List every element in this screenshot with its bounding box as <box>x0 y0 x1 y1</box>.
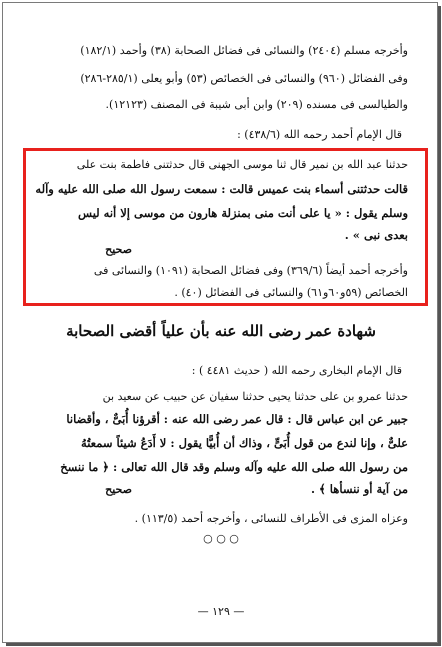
text-line: وعزاه المزى فى الأطراف للنسائى ، وأخرجه أحمد (١١٣/٥) . <box>134 512 408 525</box>
grading-label: صحيح <box>105 243 132 256</box>
text-line: والطيالسى فى مسنده (٢٠٩) وابن أبى شيبة فى المصنف (١٢١٢٣). <box>105 98 408 111</box>
box-text-line: وسلم يقول : « يا على أنت منى بمنزلة هارون من موسى إلا أنه ليس <box>78 206 408 220</box>
narration-intro: قال الإمام البخارى رحمه الله ( حديث ٤٤٨١ ) : <box>191 364 402 377</box>
text-line: وأخرجه مسلم (٢٤٠٤) والنسائى فى فضائل الصحابة (٣٨) وأحمد (١٨٢/١) <box>80 44 408 57</box>
text-line: علىٌّ ، وإنا لندع من قول أُبَىٍّ ، وذاك أن أُبيًّا يقول : لا أَدَعُ شيئاً سمعتُهُ <box>81 436 408 450</box>
box-text-line: الخصائص (٥٩و٦٠و٦١) والنسائى فى الفضائل (٤٠) . <box>174 286 408 299</box>
text-line: حدثنا عمرو بن على حدثنا يحيى حدثنا سفيان عن حبيب عن سعيد بن <box>102 390 408 403</box>
separator-dots: ○ ○ ○ <box>203 532 239 545</box>
box-text-line: حدثنا عبد الله بن نمير قال ثنا موسى الجهنى قال حدثتنى فاطمة بنت على <box>76 158 408 171</box>
box-text-line: قالت حدثتنى أسماء بنت عميس قالت : سمعت رسول الله صلى الله عليه وآله <box>35 182 408 196</box>
text-line: وفى الفضائل (٩٦٠) والنسائى فى الخصائص (٥٣) وأبو يعلى (٢٨٥/١-٢٨٦) <box>80 72 408 85</box>
box-text-line: بعدى نبى » . <box>344 228 408 242</box>
grading-label: صحيح <box>105 483 132 496</box>
narration-intro: قال الإمام أحمد رحمه الله (٤٣٨/٦) : <box>237 128 402 141</box>
page-shadow-bottom <box>6 643 441 646</box>
section-heading: شهادة عمر رضى الله عنه بأن علياً أقضى الصحابة <box>66 322 376 340</box>
box-text-line: وأخرجه أحمد أيضاً (٣٦٩/٦) وفى فضائل الصحابة (١٠٩١) والنسائى فى <box>93 264 408 277</box>
page-number: — ١٢٩ — <box>197 605 245 618</box>
page-shadow-right <box>438 6 441 644</box>
text-line: من آية أو ننسأها ﴾ . <box>311 482 408 496</box>
text-line: من رسول الله صلى الله عليه وآله وسلم وقد قال الله تعالى : ﴿ ما ننسخ <box>60 460 408 474</box>
text-line: جبير عن ابن عباس قال : قال عمر رضى الله عنه : أقرؤنا أُبَىٌّ ، وأقضانا <box>66 412 408 426</box>
